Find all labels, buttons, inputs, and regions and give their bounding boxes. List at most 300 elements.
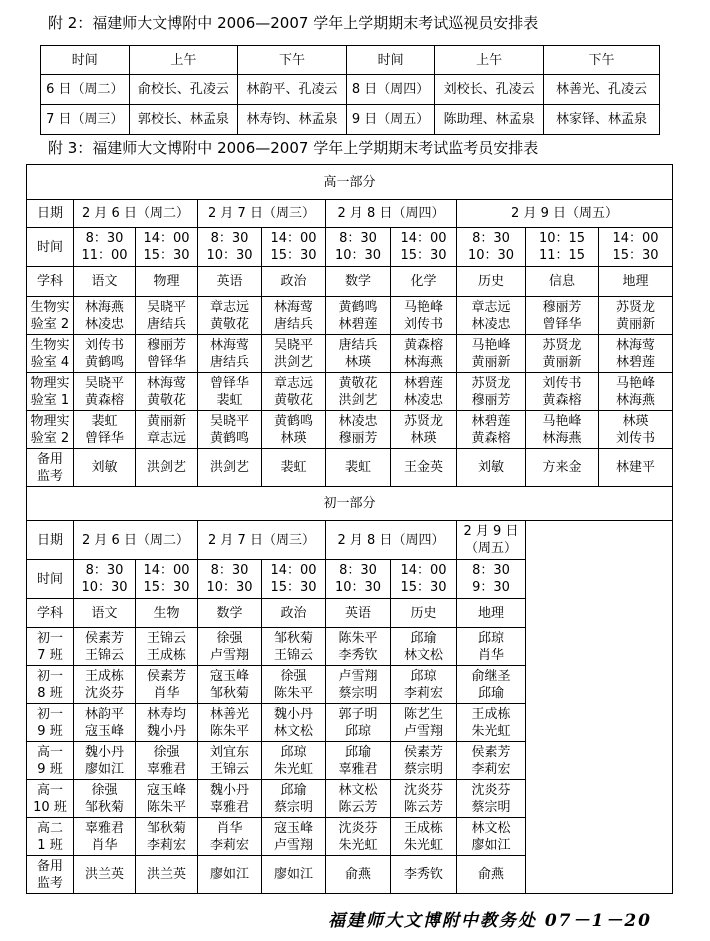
cell-line: 邹秋菊 [209,685,249,701]
table-cell [391,704,457,742]
blank-area [526,521,673,894]
cell-line: 备用 [36,858,63,874]
table-cell: 林建平 [599,449,673,487]
table-cell: 8 日（周四） [346,75,435,105]
table-cell: 地理 [599,267,673,297]
cell-line: 蔡宗明 [403,761,443,777]
table-cell: 洪剑艺 [198,449,262,487]
cell-line: 监考 [36,468,63,484]
cell-line: 穆丽芳 [471,392,511,408]
cell-line: 林文松 [338,782,378,798]
cell-line: 14：00 [143,231,190,246]
table-cell: 6 日（周二） [41,75,130,105]
table-cell: 林善光、孔凌云 [543,75,659,105]
table-cell [74,335,136,373]
cell-line: 7 班 [37,647,63,663]
cell-line: 穆丽芳 [542,299,582,315]
table-cell: 2 月 7 日（周三） [198,521,326,560]
table-cell [457,666,526,704]
cell-line: 俞继圣 [471,668,511,684]
cell-line: 侯素芳 [146,668,186,684]
table-cell [326,628,391,666]
table-cell: 刘敏 [457,449,526,487]
cell-line: 14：00 [400,563,447,578]
table-cell: 王金英 [391,449,457,487]
table-cell [457,521,526,560]
table-cell: 刘校长、孔凌云 [435,75,544,105]
cell-line: 刘传书 [616,430,656,446]
table-row [41,75,660,105]
cell-line: 王成栋 [146,647,186,663]
cell-line: 验室 1 [30,392,70,408]
cell-line: 林文松 [471,820,511,836]
table-cell: 生物 [136,599,198,628]
row-label: 学科 [27,599,74,628]
invigilator-schedule-table [26,164,673,894]
cell-line: 魏小丹 [146,723,186,739]
table-cell: 陈助理、林孟泉 [435,105,544,135]
cell-line: 刘传书 [403,316,443,332]
cell-line: 邱瑜 [410,630,437,646]
cell-line: 徐强 [216,630,243,646]
table-cell: 数学 [326,267,391,297]
cell-line: 廖如江 [84,761,124,777]
table-cell [198,560,262,599]
row-label [27,449,74,487]
cell-line: 林凌忠 [403,392,443,408]
table-cell: 2 月 8 日（周四） [326,521,457,560]
cell-line: 黄敬花 [338,375,378,391]
cell-line: 林瑛 [280,430,307,446]
table-cell [136,818,198,856]
cell-line: 邱琼 [410,668,437,684]
cell-line: 洪剑艺 [273,354,313,370]
cell-line: 陈朱平 [338,630,378,646]
table-cell [391,742,457,780]
cell-line: 14：00 [270,231,317,246]
cell-line: 邱琼 [344,723,371,739]
cell-line: 物理实 [30,413,70,429]
cell-line: 14：00 [400,231,447,246]
cell-line: 14：00 [612,231,659,246]
cell-line: 曾铎华 [84,430,124,446]
table-cell [136,411,198,449]
table-cell: 语文 [74,267,136,297]
cell-line: 黄鹤鸣 [338,299,378,315]
cell-line: 魏小丹 [209,782,249,798]
cell-line: 邹秋菊 [84,799,124,815]
date-row [27,521,673,560]
table-cell [457,411,526,449]
cell-line: 苏贤龙 [616,299,656,315]
cell-line: 林碧莲 [338,316,378,332]
table-cell [262,411,326,449]
column-header: 下午 [238,46,347,75]
cell-line: 吴晓平 [146,299,186,315]
row-label [27,666,74,704]
table-cell [74,742,136,780]
table-cell [457,628,526,666]
table-cell [326,704,391,742]
cell-line: 9：30 [472,580,510,595]
table-row [27,335,673,373]
cell-line: 林海燕 [542,430,582,446]
table-cell [198,818,262,856]
table-cell [136,335,198,373]
cell-line: 陈云芳 [338,799,378,815]
cell-line: 裴虹 [91,413,118,429]
cell-line: 马艳峰 [542,413,582,429]
cell-line: 辜雅君 [209,799,249,815]
cell-line: 验室 2 [30,316,70,332]
cell-line: 林韵平 [84,706,124,722]
cell-line: 生物实 [30,337,70,353]
cell-line: 王锦云 [146,630,186,646]
table-cell: 2 月 6 日（周二） [74,200,198,228]
cell-line: 朱光虹 [338,837,378,853]
cell-line: 10：15 [538,231,586,246]
cell-line: 沈炎芬 [84,685,124,701]
cell-line: 肖华 [477,647,504,663]
table-cell [526,335,599,373]
subject-row [27,267,673,297]
table-cell [74,628,136,666]
cell-line: 8：30 [472,563,510,578]
row-label [27,818,74,856]
cell-line: 11：15 [538,248,586,263]
row-label [27,856,74,894]
cell-line: 卢雪翔 [338,668,378,684]
cell-line: 邱瑜 [280,782,307,798]
cell-line: 洪剑艺 [338,392,378,408]
table-cell: 2 月 7 日（周三） [198,200,326,228]
cell-line: 辜雅君 [146,761,186,777]
row-label [27,742,74,780]
table-cell [198,411,262,449]
table-cell [198,628,262,666]
table-cell [326,666,391,704]
table-cell: 政治 [262,599,326,628]
table-cell [599,411,673,449]
cell-line: 苏贤龙 [403,413,443,429]
cell-line: 吴晓平 [84,375,124,391]
cell-line: 徐强 [153,744,180,760]
table-cell: 裴虹 [326,449,391,487]
table-cell [326,818,391,856]
table-cell [74,666,136,704]
column-header: 上午 [129,46,238,75]
table-cell: 郭校长、林孟泉 [129,105,238,135]
cell-line: 曾铎华 [542,316,582,332]
cell-line: 10：30 [206,580,253,595]
cell-line: 黄丽新 [542,354,582,370]
row-label: 学科 [27,267,74,297]
table-cell [326,228,391,267]
cell-line: 马艳峰 [616,375,656,391]
table-cell [526,297,599,335]
table-cell [599,297,673,335]
cell-line: 王锦云 [273,647,313,663]
cell-line: 高二 [36,820,63,836]
cell-line: 8：30 [339,563,377,578]
cell-line: 徐强 [280,668,307,684]
backup-row [27,449,673,487]
cell-line: 吴晓平 [209,413,249,429]
table-cell [599,373,673,411]
row-label [27,335,74,373]
cell-line: 验室 2 [30,430,70,446]
cell-line: 蔡宗明 [471,799,511,815]
table-cell [457,560,526,599]
row-label: 时间 [27,560,74,599]
cell-line: 唐结兵 [209,354,249,370]
table-cell: 俞校长、孔凌云 [129,75,238,105]
cell-line: 卢雪翔 [403,723,443,739]
table-cell: 廖如江 [198,856,262,894]
cell-line: 11：00 [81,248,128,263]
section-row [27,165,673,200]
table-cell [198,666,262,704]
cell-line: 林凌忠 [338,413,378,429]
table-cell: 2 月 8 日（周四） [326,200,457,228]
row-label: 时间 [27,228,74,267]
cell-line: 郭子明 [338,706,378,722]
cell-line: 邹秋菊 [273,630,313,646]
table-cell [391,560,457,599]
cell-line: 林碧莲 [471,413,511,429]
cell-line: 黄丽新 [471,354,511,370]
cell-line: 邱琼 [280,744,307,760]
table-cell: 洪剑艺 [136,449,198,487]
cell-line: 15：30 [143,248,190,263]
cell-line: 邱瑜 [344,744,371,760]
table-cell [391,628,457,666]
cell-line: 15：30 [400,248,447,263]
table-cell [136,373,198,411]
table-cell [136,742,198,780]
table-cell [198,228,262,267]
cell-line: 刘宜东 [209,744,249,760]
table-cell [136,704,198,742]
cell-line: 黄鹤鸣 [273,413,313,429]
cell-line: 王锦云 [209,761,249,777]
cell-line: 唐结兵 [338,337,378,353]
table-cell: 英语 [198,267,262,297]
table-cell [74,818,136,856]
cell-line: 魏小丹 [273,706,313,722]
cell-line: 蔡宗明 [273,799,313,815]
footer-signature: 福建师大文博附中教务处 07－1－20 [327,911,652,931]
cell-line: 李莉宏 [146,837,186,853]
cell-line: 魏小丹 [84,744,124,760]
table-cell [326,373,391,411]
table-cell [526,411,599,449]
table-cell [326,560,391,599]
table-cell [262,742,326,780]
cell-line: 王成栋 [471,706,511,722]
section-title: 高一部分 [27,165,673,200]
table-cell [74,780,136,818]
table-cell: 地理 [457,599,526,628]
cell-line: （周五） [464,541,517,556]
cell-line: 穆丽芳 [338,430,378,446]
table-cell [198,780,262,818]
cell-line: 8：30 [210,231,249,246]
table-cell: 林寿钧、林孟泉 [238,105,347,135]
cell-line: 14：00 [143,563,190,578]
cell-line: 陈艺生 [403,706,443,722]
cell-line: 林瑛 [344,354,371,370]
table-cell: 洪兰英 [136,856,198,894]
table-cell [599,335,673,373]
cell-line: 侯素芳 [471,744,511,760]
table-cell [198,335,262,373]
cell-line: 肖华 [216,820,243,836]
cell-line: 黄丽新 [146,413,186,429]
cell-line: 林海莺 [273,299,313,315]
cell-line: 寇玉峰 [273,820,313,836]
cell-line: 李秀钦 [338,647,378,663]
table-cell [74,228,136,267]
table-cell [136,666,198,704]
row-label: 日期 [27,200,74,228]
cell-line: 辜雅君 [84,820,124,836]
cell-line: 苏贤龙 [542,337,582,353]
table-cell [457,228,526,267]
table-cell [457,373,526,411]
table-cell: 刘敏 [74,449,136,487]
table-row [41,105,660,135]
cell-line: 蔡宗明 [338,685,378,701]
table-cell: 廖如江 [262,856,326,894]
cell-line: 林碧莲 [616,354,656,370]
cell-line: 章志远 [146,430,186,446]
cell-line: 林海莺 [616,337,656,353]
cell-line: 邱瑜 [477,685,504,701]
cell-line: 陈朱平 [209,723,249,739]
cell-line: 2 月 9 日 [463,524,519,539]
row-label: 日期 [27,521,74,560]
cell-line: 黄森榕 [403,337,443,353]
table-cell [198,373,262,411]
table-cell: 9 日（周五） [346,105,435,135]
table-cell: 英语 [326,599,391,628]
cell-line: 15：30 [143,580,190,595]
table-cell [262,666,326,704]
table-cell [262,373,326,411]
cell-line: 1 班 [37,837,63,853]
table-cell [198,742,262,780]
time-row [27,228,673,267]
cell-line: 林善光 [209,706,249,722]
cell-line: 10：30 [81,580,128,595]
cell-line: 唐结兵 [273,316,313,332]
table-cell [391,780,457,818]
cell-line: 初一 [36,630,63,646]
table-cell [457,335,526,373]
column-header: 下午 [543,46,659,75]
cell-line: 10：30 [467,248,515,263]
table-cell [391,373,457,411]
cell-line: 初一 [36,668,63,684]
cell-line: 曾铎华 [209,375,249,391]
cell-line: 寇玉峰 [146,782,186,798]
cell-line: 辜雅君 [338,761,378,777]
cell-line: 15：30 [270,580,317,595]
cell-line: 生物实 [30,299,70,315]
table-cell: 数学 [198,599,262,628]
table-cell: 7 日（周三） [41,105,130,135]
cell-line: 穆丽芳 [146,337,186,353]
table-cell [457,818,526,856]
table-cell: 方来金 [526,449,599,487]
cell-line: 高一 [36,744,63,760]
cell-line: 沈炎芬 [471,782,511,798]
cell-line: 章志远 [209,299,249,315]
table-cell: 信息 [526,267,599,297]
cell-line: 林瑛 [410,430,437,446]
table-cell [326,297,391,335]
table-row [27,297,673,335]
cell-line: 朱光虹 [471,723,511,739]
table-cell: 裴虹 [262,449,326,487]
table-cell [136,628,198,666]
table-cell [136,297,198,335]
table-cell [326,335,391,373]
cell-line: 物理实 [30,375,70,391]
table-cell: 历史 [457,267,526,297]
cell-line: 8：30 [85,231,124,246]
cell-line: 林海莺 [209,337,249,353]
cell-line: 马艳峰 [471,337,511,353]
cell-line: 黄鹤鸣 [84,354,124,370]
cell-line: 15：30 [400,580,447,595]
table-cell [262,818,326,856]
cell-line: 黄丽新 [616,316,656,332]
row-label [27,411,74,449]
cell-line: 裴虹 [216,392,243,408]
header-row [41,46,660,75]
cell-line: 肖华 [91,837,118,853]
column-header: 时间 [41,46,130,75]
cell-line: 10：30 [334,580,382,595]
table-cell [136,560,198,599]
cell-line: 侯素芳 [403,744,443,760]
table-cell [526,373,599,411]
cell-line: 王锦云 [84,647,124,663]
row-label [27,780,74,818]
table-cell [198,704,262,742]
invigilator-table-title: 附 3：福建师大文博附中 2006—2007 学年上学期期末考试监考员安排表 [48,139,539,157]
cell-line: 林凌忠 [471,316,511,332]
cell-line: 黄敬花 [209,316,249,332]
table-cell: 化学 [391,267,457,297]
cell-line: 10：30 [206,248,253,263]
table-cell [262,704,326,742]
table-cell [74,373,136,411]
table-cell [74,297,136,335]
cell-line: 黄敬花 [146,392,186,408]
row-label [27,704,74,742]
cell-line: 邱琼 [477,630,504,646]
cell-line: 初一 [36,706,63,722]
cell-line: 8：30 [339,231,377,246]
cell-line: 黄森榕 [542,392,582,408]
table-cell [262,335,326,373]
table-cell [262,560,326,599]
cell-line: 卢雪翔 [209,647,249,663]
cell-line: 8：30 [210,563,249,578]
